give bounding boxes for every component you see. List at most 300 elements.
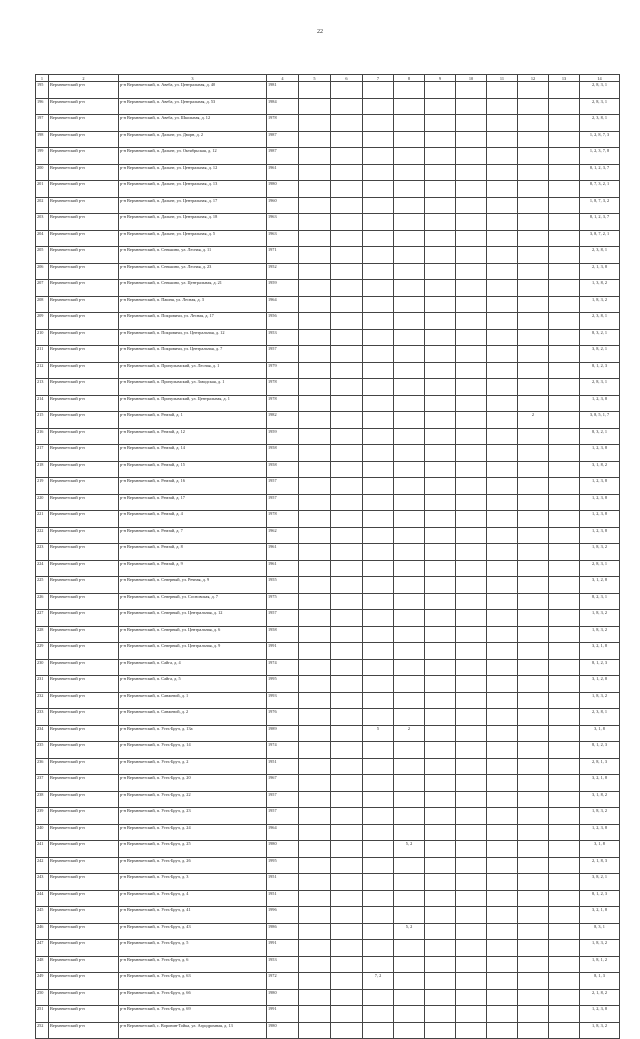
row-number: 198 [36, 131, 49, 148]
col11-cell [487, 544, 518, 561]
col13-cell [549, 313, 580, 330]
district-cell: Верхнекетский р-н [49, 940, 119, 957]
year-cell: 1967 [267, 775, 299, 792]
column-header-3: 3 [119, 75, 267, 82]
address-cell: р-н Верхнекетский, п. Ремзай, д. 15 [119, 461, 267, 478]
col12-cell [518, 824, 549, 841]
district-cell: Верхнекетский р-н [49, 808, 119, 825]
column-header-1: 1 [36, 75, 49, 82]
row-number: 244 [36, 890, 49, 907]
col11-cell [487, 874, 518, 891]
col11-cell [487, 362, 518, 379]
col7-cell [363, 115, 394, 132]
row-number: 216 [36, 428, 49, 445]
table-header [36, 75, 620, 82]
col13-cell [549, 379, 580, 396]
col5-cell [299, 346, 331, 363]
col11-cell [487, 956, 518, 973]
col6-cell [331, 956, 363, 973]
table-row [36, 296, 620, 313]
table-row [36, 824, 620, 841]
col6-cell [331, 214, 363, 231]
col13-cell [549, 115, 580, 132]
col11-cell [487, 461, 518, 478]
year-cell: 1959 [267, 280, 299, 297]
col7-cell [363, 131, 394, 148]
col8-cell [394, 808, 425, 825]
col13-cell [549, 280, 580, 297]
col13-cell [549, 758, 580, 775]
col13-cell [549, 824, 580, 841]
col5-cell [299, 412, 331, 429]
col11-cell [487, 263, 518, 280]
col14-cell: 2, 3, 8, 1 [580, 115, 620, 132]
col14-cell: 8, 7, 3, 2, 1 [580, 181, 620, 198]
table-row [36, 890, 620, 907]
year-cell: 1958 [267, 626, 299, 643]
col5-cell [299, 857, 331, 874]
col9-cell [425, 461, 456, 478]
col12-cell [518, 874, 549, 891]
col9-cell [425, 593, 456, 610]
row-number: 210 [36, 329, 49, 346]
table-row [36, 329, 620, 346]
col10-cell [456, 494, 487, 511]
district-cell: Верхнекетский р-н [49, 824, 119, 841]
col7-cell [363, 890, 394, 907]
col6-cell [331, 115, 363, 132]
housing-register-table [35, 74, 620, 1039]
col14-cell: 3, 1, 2, 8 [580, 676, 620, 693]
col6-cell [331, 379, 363, 396]
address-cell: р-н Верхнекетский, п. Сайга, д. 5 [119, 676, 267, 693]
address-cell: р-н Верхнекетский, п. Дальне, ул. Октябрьская, д. 12 [119, 148, 267, 165]
col13-cell [549, 329, 580, 346]
year-cell: 1964 [267, 824, 299, 841]
year-cell: 1979 [267, 362, 299, 379]
col12-cell [518, 82, 549, 99]
table-body [36, 82, 620, 1039]
table-row [36, 1022, 620, 1039]
col14-cell: 1, 8, 3, 2 [580, 1022, 620, 1039]
col13-cell [549, 593, 580, 610]
col14-cell: 2, 8, 1, 3 [580, 758, 620, 775]
district-cell: Верхнекетский р-н [49, 857, 119, 874]
col12-cell [518, 329, 549, 346]
col6-cell [331, 923, 363, 940]
year-cell: 1987 [267, 131, 299, 148]
year-cell: 1978 [267, 379, 299, 396]
col13-cell [549, 346, 580, 363]
table-row [36, 577, 620, 594]
district-cell: Верхнекетский р-н [49, 329, 119, 346]
district-cell: Верхнекетский р-н [49, 263, 119, 280]
col11-cell [487, 890, 518, 907]
col11-cell [487, 676, 518, 693]
col11-cell [487, 131, 518, 148]
col9-cell [425, 692, 456, 709]
col7-cell [363, 197, 394, 214]
col11-cell [487, 742, 518, 759]
col10-cell [456, 610, 487, 627]
col12-cell [518, 98, 549, 115]
col13-cell [549, 511, 580, 528]
table-row [36, 610, 620, 627]
col11-cell [487, 940, 518, 957]
col11-cell [487, 115, 518, 132]
col13-cell [549, 742, 580, 759]
col12-cell [518, 775, 549, 792]
col6-cell [331, 247, 363, 264]
row-number: 214 [36, 395, 49, 412]
col9-cell [425, 214, 456, 231]
year-cell: 1957 [267, 494, 299, 511]
col10-cell [456, 164, 487, 181]
address-cell: р-н Верхнекетский, п. Дальне, ул. Центральная, д. 5 [119, 230, 267, 247]
col14-cell: 8, 1, 2, 3, 7 [580, 164, 620, 181]
row-number: 242 [36, 857, 49, 874]
col6-cell [331, 445, 363, 462]
table-row [36, 82, 620, 99]
district-cell: Верхнекетский р-н [49, 247, 119, 264]
col7-cell [363, 544, 394, 561]
col12-cell [518, 280, 549, 297]
address-cell: р-н Верхнекетский, п. Сенькино, ул. Лесная, д. 23 [119, 263, 267, 280]
address-cell: р-н Верхнекетский, п. Усть-Бруч, д. 26 [119, 857, 267, 874]
col11-cell [487, 197, 518, 214]
col10-cell [456, 1006, 487, 1023]
col12-cell [518, 263, 549, 280]
col12-cell [518, 428, 549, 445]
row-number: 230 [36, 659, 49, 676]
col12-cell [518, 791, 549, 808]
col9-cell [425, 362, 456, 379]
row-number: 217 [36, 445, 49, 462]
address-cell: р-н Верхнекетский, п. Дальне, ул. Центральная, д. 12 [119, 164, 267, 181]
address-cell: р-н Верхнекетский, п. Ремзай, д. 16 [119, 478, 267, 495]
col5-cell [299, 577, 331, 594]
row-number: 236 [36, 758, 49, 775]
address-cell: р-н Верхнекетский, п. Пашня, ул. Лесная, д. 3 [119, 296, 267, 313]
col5-cell [299, 544, 331, 561]
table-row [36, 560, 620, 577]
col13-cell [549, 940, 580, 957]
col5-cell [299, 907, 331, 924]
col8-cell [394, 775, 425, 792]
address-cell: р-н Верхнекетский, п. Причулымский, ул. Лесная, д. 1 [119, 362, 267, 379]
col11-cell [487, 1022, 518, 1039]
col8-cell [394, 890, 425, 907]
district-cell: Верхнекетский р-н [49, 791, 119, 808]
row-number: 204 [36, 230, 49, 247]
col8-cell [394, 1006, 425, 1023]
col9-cell [425, 280, 456, 297]
col5-cell [299, 329, 331, 346]
col14-cell: 3, 1, 2, 8 [580, 577, 620, 594]
year-cell: 1963 [267, 214, 299, 231]
col8-cell [394, 412, 425, 429]
year-cell: 1991 [267, 940, 299, 957]
col5-cell [299, 692, 331, 709]
address-cell: р-н Верхнекетский, п. Дальне, ул. Центральная, д. 13 [119, 181, 267, 198]
col14-cell: 1, 2, 3, 8 [580, 445, 620, 462]
col11-cell [487, 148, 518, 165]
table-row [36, 230, 620, 247]
col5-cell [299, 379, 331, 396]
year-cell: 1974 [267, 742, 299, 759]
col13-cell [549, 989, 580, 1006]
district-cell: Верхнекетский р-н [49, 164, 119, 181]
col8-cell [394, 148, 425, 165]
col6-cell [331, 973, 363, 990]
col11-cell [487, 577, 518, 594]
address-cell: р-н Верхнекетский, п. Сенькино, ул. Центральная, д. 21 [119, 280, 267, 297]
col8-cell [394, 610, 425, 627]
district-cell: Верхнекетский р-н [49, 280, 119, 297]
col7-cell [363, 676, 394, 693]
col6-cell [331, 164, 363, 181]
col13-cell [549, 857, 580, 874]
col5-cell [299, 527, 331, 544]
col12-cell [518, 907, 549, 924]
table-row [36, 164, 620, 181]
col5-cell [299, 659, 331, 676]
row-number: 239 [36, 808, 49, 825]
district-cell: Верхнекетский р-н [49, 445, 119, 462]
col6-cell [331, 280, 363, 297]
col9-cell [425, 131, 456, 148]
district-cell: Верхнекетский р-н [49, 197, 119, 214]
col5-cell [299, 511, 331, 528]
col9-cell [425, 395, 456, 412]
col13-cell [549, 362, 580, 379]
col5-cell [299, 214, 331, 231]
district-cell: Верхнекетский р-н [49, 131, 119, 148]
col14-cell: 2, 1, 8, 3 [580, 857, 620, 874]
year-cell: 1957 [267, 478, 299, 495]
col7-cell [363, 412, 394, 429]
col10-cell [456, 527, 487, 544]
col14-cell: 1, 8, 3, 2 [580, 296, 620, 313]
col13-cell [549, 709, 580, 726]
col12-cell [518, 445, 549, 462]
col8-cell [394, 445, 425, 462]
col9-cell [425, 428, 456, 445]
col8-cell [394, 82, 425, 99]
col12-cell [518, 148, 549, 165]
col5-cell [299, 296, 331, 313]
col9-cell [425, 181, 456, 198]
col11-cell [487, 395, 518, 412]
row-number: 197 [36, 115, 49, 132]
address-cell: р-н Верхнекетский, п. Сенькино, ул. Лесная, д. 11 [119, 247, 267, 264]
row-number: 232 [36, 692, 49, 709]
row-number: 243 [36, 874, 49, 891]
address-cell: р-н Верхнекетский, п. Северный, ул. Центральная, д. 9 [119, 643, 267, 660]
col10-cell [456, 676, 487, 693]
year-cell: 1961 [267, 544, 299, 561]
col13-cell [549, 82, 580, 99]
year-cell: 1957 [267, 791, 299, 808]
year-cell: 1957 [267, 808, 299, 825]
col8-cell [394, 659, 425, 676]
address-cell: р-н Верхнекетский, п. Ремзай, д. 17 [119, 494, 267, 511]
col8-cell [394, 346, 425, 363]
col13-cell [549, 1022, 580, 1039]
col12-cell [518, 214, 549, 231]
col10-cell [456, 412, 487, 429]
col13-cell [549, 181, 580, 198]
col8-cell [394, 511, 425, 528]
col13-cell [549, 659, 580, 676]
col10-cell [456, 692, 487, 709]
district-cell: Верхнекетский р-н [49, 230, 119, 247]
district-cell: Верхнекетский р-н [49, 956, 119, 973]
table-row [36, 478, 620, 495]
table-row [36, 956, 620, 973]
col9-cell [425, 511, 456, 528]
col10-cell [456, 379, 487, 396]
col10-cell [456, 247, 487, 264]
col5-cell [299, 494, 331, 511]
district-cell: Верхнекетский р-н [49, 989, 119, 1006]
district-cell: Верхнекетский р-н [49, 874, 119, 891]
page-number: 22 [317, 29, 323, 35]
district-cell: Верхнекетский р-н [49, 560, 119, 577]
col6-cell [331, 511, 363, 528]
col9-cell [425, 907, 456, 924]
col6-cell [331, 857, 363, 874]
col5-cell [299, 428, 331, 445]
col5-cell [299, 593, 331, 610]
district-cell: Верхнекетский р-н [49, 676, 119, 693]
col14-cell: 1, 2, 3, 8 [580, 494, 620, 511]
column-header-12: 12 [518, 75, 549, 82]
col9-cell [425, 808, 456, 825]
col14-cell: 2, 3, 8, 1 [580, 313, 620, 330]
col13-cell [549, 544, 580, 561]
col6-cell [331, 148, 363, 165]
year-cell: 1958 [267, 461, 299, 478]
col9-cell [425, 610, 456, 627]
address-cell: р-н Верхнекетский, п. Ремзай, д. 8 [119, 544, 267, 561]
address-cell: р-н Верхнекетский, п. Покровичи, ул. Центральная, д. 7 [119, 346, 267, 363]
address-cell: р-н Верхнекетский, п. Усть-Бруч, д. 20 [119, 775, 267, 792]
col5-cell [299, 445, 331, 462]
col8-cell [394, 247, 425, 264]
year-cell: 1995 [267, 857, 299, 874]
col7-cell [363, 775, 394, 792]
table-row [36, 214, 620, 231]
col9-cell [425, 560, 456, 577]
table-row [36, 544, 620, 561]
col13-cell [549, 148, 580, 165]
year-cell: 1991 [267, 643, 299, 660]
col6-cell [331, 676, 363, 693]
address-cell: р-н Верхнекетский, п. Ремзай, д. 9 [119, 560, 267, 577]
table-row [36, 197, 620, 214]
col12-cell [518, 610, 549, 627]
district-cell: Верхнекетский р-н [49, 758, 119, 775]
district-cell: Верхнекетский р-н [49, 692, 119, 709]
col9-cell [425, 527, 456, 544]
table-row [36, 131, 620, 148]
col6-cell [331, 230, 363, 247]
col10-cell [456, 131, 487, 148]
address-cell: р-н Верхнекетский, п. Ремзай, д. 1 [119, 412, 267, 429]
col13-cell [549, 874, 580, 891]
col13-cell [549, 560, 580, 577]
district-cell: Верхнекетский р-н [49, 659, 119, 676]
col14-cell: 3, 8, 2, 1 [580, 874, 620, 891]
column-header-10: 10 [456, 75, 487, 82]
table-row [36, 461, 620, 478]
district-cell: Верхнекетский р-н [49, 296, 119, 313]
col11-cell [487, 511, 518, 528]
col9-cell [425, 626, 456, 643]
address-cell: р-н Верхнекетский, с. Воронин-Тойка, ул. Аэродромная, д. 13 [119, 1022, 267, 1039]
address-cell: р-н Верхнекетский, п. Усть-Бруч, д. 24 [119, 824, 267, 841]
col12-cell [518, 560, 549, 577]
col7-cell [363, 808, 394, 825]
district-cell: Верхнекетский р-н [49, 709, 119, 726]
row-number: 234 [36, 725, 49, 742]
district-cell: Верхнекетский р-н [49, 115, 119, 132]
col9-cell [425, 1006, 456, 1023]
col9-cell [425, 197, 456, 214]
col14-cell: 1, 8, 7, 3, 2 [580, 197, 620, 214]
year-cell: 1957 [267, 610, 299, 627]
col6-cell [331, 181, 363, 198]
col7-cell [363, 709, 394, 726]
col6-cell [331, 82, 363, 99]
col11-cell [487, 478, 518, 495]
col9-cell [425, 890, 456, 907]
col11-cell [487, 725, 518, 742]
district-cell: Верхнекетский р-н [49, 593, 119, 610]
col5-cell [299, 742, 331, 759]
col13-cell [549, 494, 580, 511]
col14-cell: 2, 8, 3, 1 [580, 379, 620, 396]
year-cell: 1963 [267, 230, 299, 247]
col8-cell: 5, 2 [394, 841, 425, 858]
col8-cell [394, 181, 425, 198]
col12-cell [518, 808, 549, 825]
year-cell: 1961 [267, 164, 299, 181]
col12-cell [518, 940, 549, 957]
col13-cell [549, 841, 580, 858]
col12-cell [518, 296, 549, 313]
col6-cell [331, 940, 363, 957]
col8-cell [394, 824, 425, 841]
col8-cell [394, 593, 425, 610]
col10-cell [456, 329, 487, 346]
column-header-11: 11 [487, 75, 518, 82]
col10-cell [456, 445, 487, 462]
col9-cell [425, 758, 456, 775]
col11-cell [487, 775, 518, 792]
col8-cell [394, 428, 425, 445]
col14-cell: 8, 3, 2, 1 [580, 329, 620, 346]
col13-cell [549, 478, 580, 495]
district-cell: Верхнекетский р-н [49, 428, 119, 445]
col8-cell [394, 230, 425, 247]
year-cell: 1978 [267, 115, 299, 132]
col9-cell [425, 874, 456, 891]
row-number: 245 [36, 907, 49, 924]
col8-cell [394, 527, 425, 544]
table-row [36, 659, 620, 676]
